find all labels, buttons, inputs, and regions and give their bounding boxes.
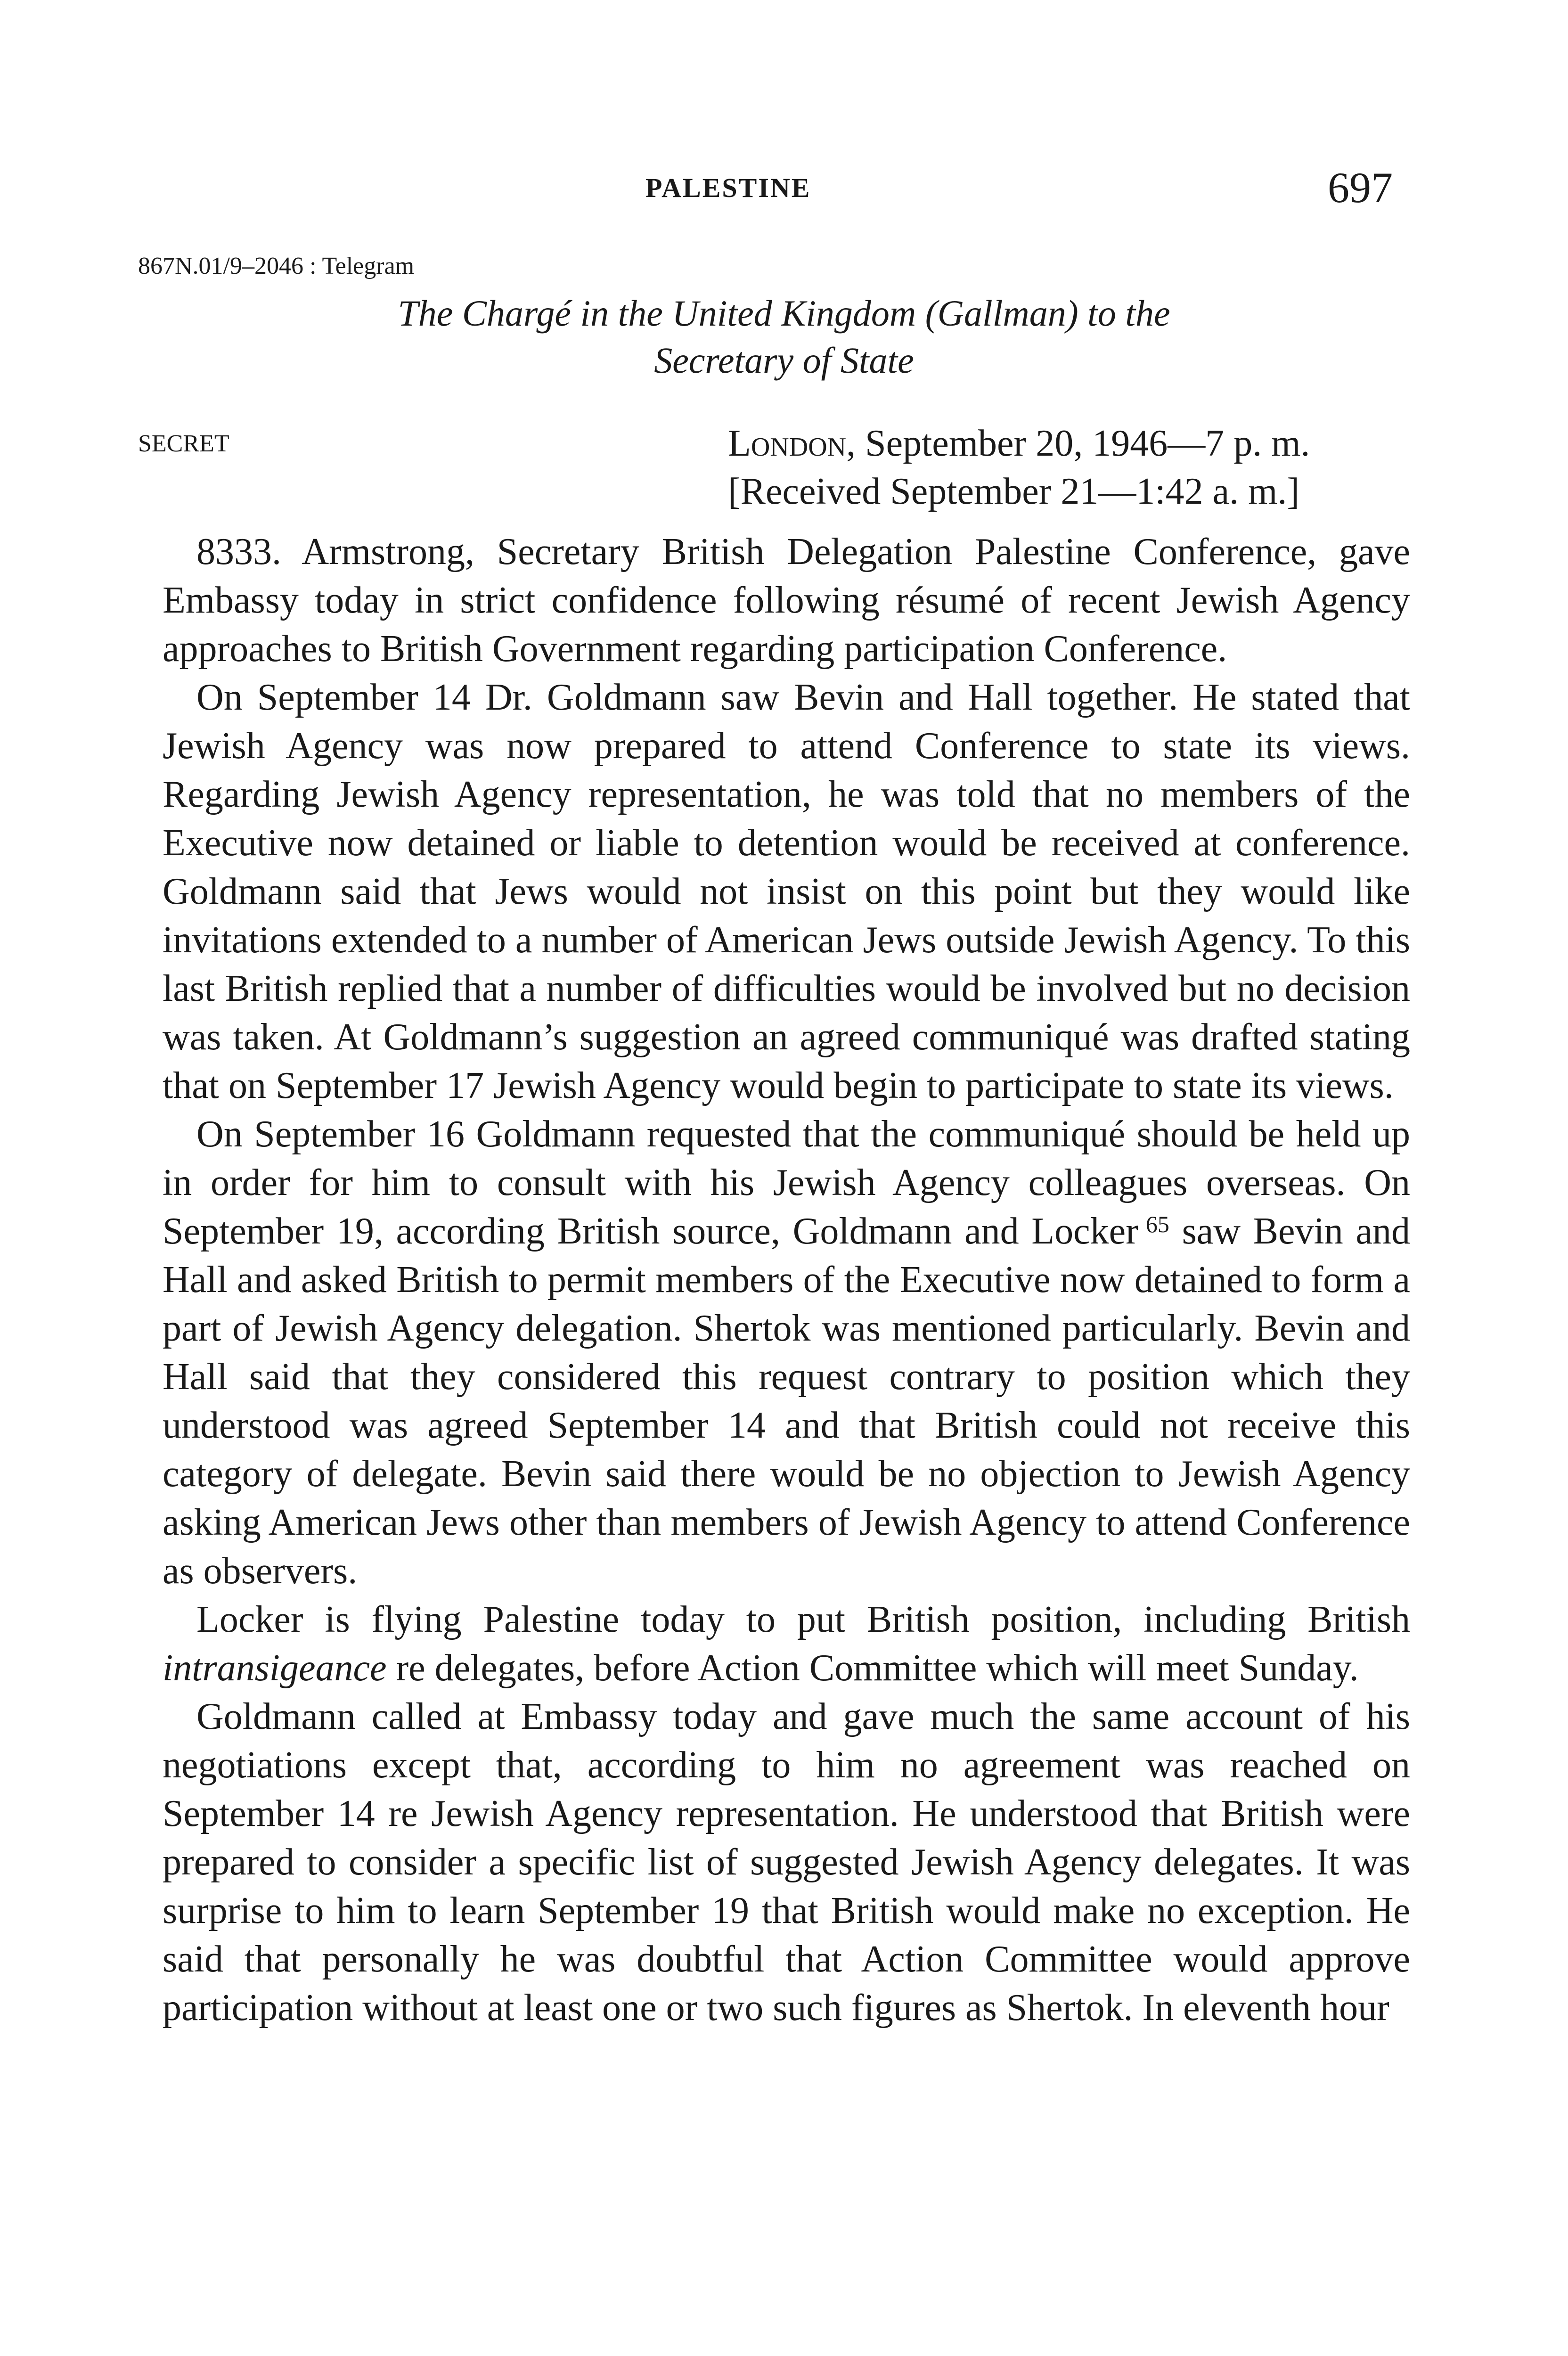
dateline-sent: [728, 419, 1310, 467]
dateline-place: London: [728, 423, 847, 464]
paragraph-3: [163, 1110, 1410, 1595]
footnote-reference-65: 65: [1145, 1211, 1169, 1237]
file-reference: 867N.01/9–2046 : Telegram: [138, 253, 415, 279]
running-head: PALESTINE: [645, 172, 811, 203]
page-number: 697: [1328, 164, 1393, 212]
paragraph-5: Goldmann called at Embassy today and gave much the same account of his negotiations except that, according to him no agreement was reached on September 14 re Jewish Agency representation. He understood that British were prepared to consider a specific list of suggested Jewish Agency delegates. It was surprise to him to learn September 19 that British would make no exception. He said that personally he was doubtful that Action Committee would approve participation without at least one or two such figures as Shertok. In eleventh hour: [163, 1696, 1410, 2029]
telegram-body: [163, 528, 1410, 2032]
paragraph-1: 8333. Armstrong, Secretary British Delegation Palestine Conference, gave Embassy today in strict confidence following résumé of recent Jewish Agency approaches to British Government regarding participation Conference.: [163, 531, 1410, 670]
title-line-2: Secretary of State: [654, 340, 914, 381]
paragraph-2: On September 14 Dr. Goldmann saw Bevin and Hall together. He stated that Jewish Agency was now prepared to attend Conference to state its views. Regarding Jewish Agency representation, he was told that no members of the Executive now detained or liable to detention would be received at conference. Goldmann said that Jews would not insist on this point but they would like invitations extended to a number of American Jews outside Jewish Agency. To this last British replied that a number of difficulties would be involved but no decision was taken. At Goldmann’s suggestion an agreed communiqué was drafted stating that on September 17 Jewish Agency would begin to participate to state its views.: [163, 677, 1410, 1106]
paragraph-3-text-b: saw Bevin and Hall and asked British to permit members of the Executive now detained to form a part of Jewish Agency delegation. Shertok was mentioned particularly. Bevin and Hall said that they considered this request contrary to position which they understood was agreed September 14 and that British could not receive this category of delegate. Bevin said there would be no objection to Jewish Agency asking American Jews other than members of Jewish Agency to attend Conference as observers.: [163, 1211, 1411, 1592]
paragraph-4: [163, 1595, 1410, 1693]
dateline-received: [Received September 21—1:42 a. m.]: [728, 471, 1299, 512]
title-line-1: The Chargé in the United Kingdom (Gallman) to the: [398, 293, 1170, 334]
paragraph-4-text-a: Locker is flying Palestine today to put British position, including British: [196, 1599, 1410, 1640]
document-title: [160, 290, 1408, 384]
dateline-date: , September 20, 1946—7 p. m.: [846, 423, 1310, 464]
paragraph-3-text-a: On September 16 Goldmann requested that the communiqué should be held up in order for him to consult with his Jewish Agency colleagues overseas. On September 19, according British source, Goldmann and Locker: [163, 1113, 1410, 1252]
dateline: [728, 419, 1310, 515]
classification: SECRET: [138, 430, 229, 457]
italic-term: intransigeance: [163, 1647, 387, 1689]
paragraph-4-text-b: re delegates, before Action Committee which will meet Sunday.: [386, 1647, 1359, 1689]
